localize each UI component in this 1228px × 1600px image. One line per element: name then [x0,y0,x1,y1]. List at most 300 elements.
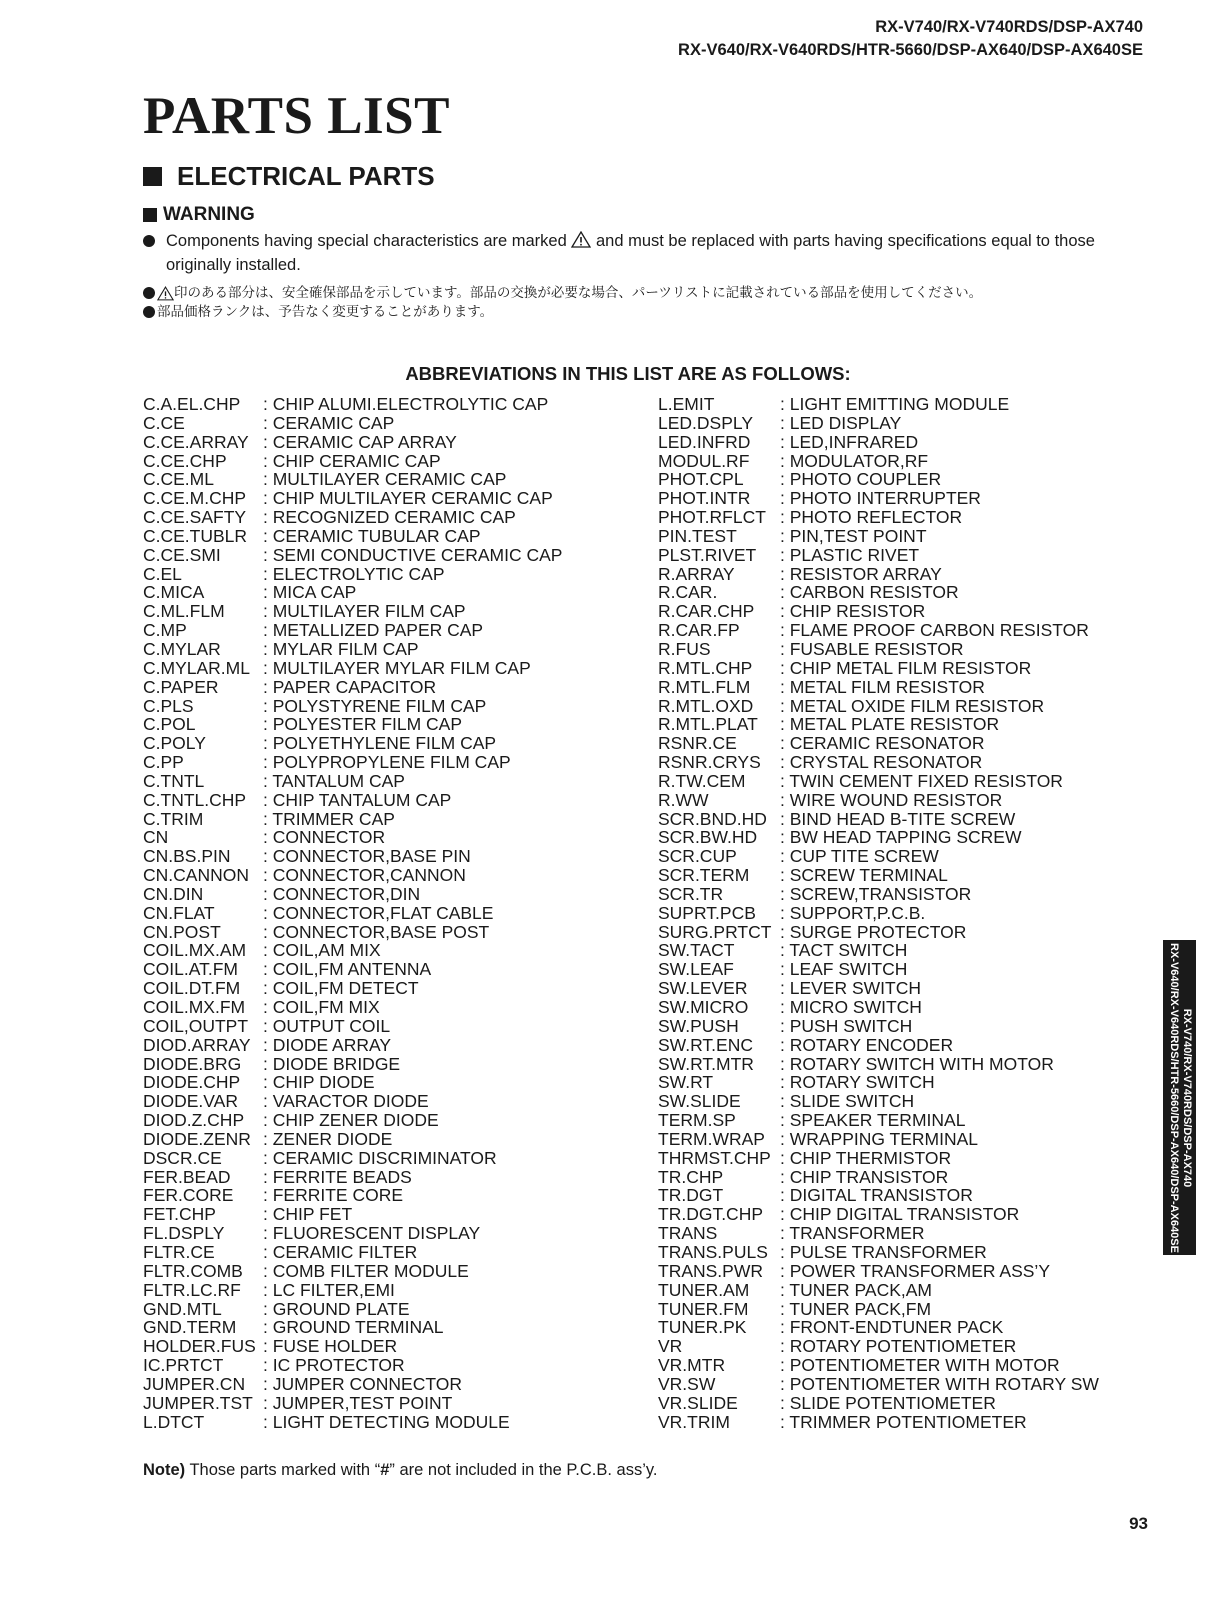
abbreviation-description: : CHIP MULTILAYER CERAMIC CAP [263,488,553,509]
abbreviation-code: FLTR.LC.RF [143,1279,241,1300]
side-tab-line2: RX-V640/RX-V640RDS/HTR-5660/DSP-AX640/DSP-AX640SE [1167,942,1180,1253]
abbreviation-description: : POLYPROPYLENE FILM CAP [263,752,511,773]
abbreviation-description: : POLYSTYRENE FILM CAP [263,695,487,716]
abbreviation-code: L.DTCT [143,1411,205,1432]
abbreviation-code: PIN.TEST [658,525,737,546]
abbreviation-row [143,565,562,584]
note-label: Note) [143,1461,186,1479]
abbreviation-code: R.MTL.FLM [658,676,751,697]
abbreviation-row [658,583,1099,602]
abbreviation-code: VR.MTR [658,1355,726,1376]
abbreviation-description: : ELECTROLYTIC CAP [263,563,445,584]
abbreviation-code: DIODE.ZENR [143,1128,251,1149]
abbreviation-description: : MYLAR FILM CAP [263,638,419,659]
note-text-after: ” are not included in the P.C.B. ass’y. [389,1461,658,1479]
abbreviation-row [658,452,1099,471]
abbreviation-description: : BW HEAD TAPPING SCREW [780,827,1022,848]
abbreviation-description: : PHOTO REFLECTOR [780,507,963,528]
abbreviation-code: COIL.AT.FM [143,959,238,980]
abbreviation-code: CN.POST [143,921,221,942]
abbreviation-code: LED.INFRD [658,431,751,452]
abbreviation-code: R.MTL.PLAT [658,714,758,735]
abbreviations-heading: ABBREVIATIONS IN THIS LIST ARE AS FOLLOWS: [405,363,851,384]
abbreviation-row [143,602,562,621]
abbreviation-description: : CERAMIC CAP [263,412,395,433]
abbreviation-row [143,1017,562,1036]
abbreviation-code: C.TRIM [143,808,204,829]
abbreviation-code: CN.CANNON [143,865,249,886]
abbreviation-code: C.CE.ARRAY [143,431,249,452]
abbreviation-code: THRMST.CHP [658,1147,771,1168]
abbreviation-description: : LIGHT DETECTING MODULE [263,1411,510,1432]
abbreviation-row [143,1318,562,1337]
abbreviation-row [658,1073,1099,1092]
abbreviation-description: : BIND HEAD B-TITE SCREW [780,808,1016,829]
abbreviation-code: COIL.DT.FM [143,978,241,999]
abbreviation-code: R.CAR.FP [658,620,740,641]
section-title: ELECTRICAL PARTS [177,161,435,191]
abbreviation-row [143,395,562,414]
abbreviation-description: : TRIMMER POTENTIOMETER [780,1411,1027,1432]
abbreviation-description: : FERRITE CORE [263,1185,404,1206]
abbreviation-code: C.CE.SMI [143,544,221,565]
abbreviation-row [143,904,562,923]
abbreviation-description: : RECOGNIZED CERAMIC CAP [263,507,516,528]
jp-warning-text2: 部品価格ランクは、予告なく変更することがあります。 [157,304,494,319]
abbreviation-code: CN.BS.PIN [143,846,231,867]
abbreviation-row [658,1224,1099,1243]
abbreviation-row [143,678,562,697]
abbreviation-row [658,414,1099,433]
abbreviation-code: TUNER.AM [658,1279,750,1300]
abbreviation-description: : CERAMIC TUBULAR CAP [263,525,481,546]
abbreviation-code: TR.DGT.CHP [658,1204,763,1225]
abbreviation-code: C.PP [143,752,184,773]
abbreviation-code: DIODE.BRG [143,1053,242,1074]
abbreviation-row [658,810,1099,829]
abbreviation-code: MODUL.RF [658,450,750,471]
abbreviation-code: SW.RT [658,1072,714,1093]
abbreviation-code: COIL,OUTPT [143,1015,249,1036]
abbreviation-code: PHOT.CPL [658,469,744,490]
abbreviation-row [143,960,562,979]
abbreviation-description: : CERAMIC RESONATOR [780,733,985,754]
abbreviation-description: : FERRITE BEADS [263,1166,412,1187]
abbreviations-right-column [658,395,1099,1431]
abbreviation-row [658,489,1099,508]
abbreviation-code: VR.TRIM [658,1411,730,1432]
abbreviation-description: : CERAMIC DISCRIMINATOR [263,1147,497,1168]
abbreviation-row [143,621,562,640]
abbreviation-row [658,1168,1099,1187]
abbreviation-description: : POTENTIOMETER WITH MOTOR [780,1355,1060,1376]
abbreviation-code: C.TNTL [143,770,205,791]
abbreviation-code: C.MYLAR.ML [143,657,250,678]
abbreviation-row [143,470,562,489]
abbreviation-row [143,1055,562,1074]
bullet-icon [143,287,155,299]
abbreviation-row [658,1055,1099,1074]
abbreviation-description: : JUMPER,TEST POINT [263,1392,453,1413]
abbreviation-row [143,1337,562,1356]
abbreviation-code: TR.DGT [658,1185,724,1206]
abbreviation-description: : COMB FILTER MODULE [263,1260,469,1281]
warning-heading [143,204,255,226]
abbreviation-description: : LED,INFRARED [780,431,919,452]
abbreviation-description: : CHIP THERMISTOR [780,1147,952,1168]
abbreviation-row [143,1375,562,1394]
abbreviation-row [143,640,562,659]
abbreviation-code: RSNR.CE [658,733,737,754]
abbreviation-description: : MULTILAYER MYLAR FILM CAP [263,657,531,678]
abbreviation-code: RSNR.CRYS [658,752,761,773]
abbreviation-code: R.FUS [658,638,711,659]
abbreviation-row [143,414,562,433]
abbreviation-description: : CERAMIC CAP ARRAY [263,431,457,452]
abbreviation-code: TRANS.PWR [658,1260,763,1281]
abbreviation-description: : FLUORESCENT DISPLAY [263,1223,481,1244]
abbreviation-description: : PLASTIC RIVET [780,544,920,565]
abbreviation-description: : SLIDE POTENTIOMETER [780,1392,996,1413]
abbreviation-row [658,772,1099,791]
abbreviation-row [658,960,1099,979]
abbreviation-description: : POTENTIOMETER WITH ROTARY SW [780,1373,1099,1394]
abbreviation-code: SCR.CUP [658,846,737,867]
abbreviation-code: SCR.BND.HD [658,808,767,829]
abbreviation-row [658,1300,1099,1319]
side-tab [1163,940,1196,1255]
abbreviation-description: : SPEAKER TERMINAL [780,1110,966,1131]
abbreviation-description: : DIODE BRIDGE [263,1053,401,1074]
abbreviation-code: SW.RT.ENC [658,1034,753,1055]
abbreviation-row [658,602,1099,621]
abbreviation-code: C.CE.SAFTY [143,507,247,528]
abbreviation-row [143,1413,562,1432]
abbreviation-description: : TUNER PACK,AM [780,1279,933,1300]
abbreviation-description: : POLYETHYLENE FILM CAP [263,733,497,754]
abbreviation-row [143,866,562,885]
abbreviation-description: : COIL,FM ANTENNA [263,959,432,980]
abbreviation-code: SW.MICRO [658,997,749,1017]
abbreviation-row [658,998,1099,1017]
abbreviation-row [143,828,562,847]
note-text-before: Those parts marked with “ [185,1461,381,1479]
abbreviation-code: TERM.WRAP [658,1128,765,1149]
abbreviation-code: C.CE.ML [143,469,214,490]
abbreviation-row [658,791,1099,810]
abbreviation-code: R.CAR.CHP [658,601,755,622]
abbreviation-code: CN.FLAT [143,902,215,923]
abbreviation-code: C.PLS [143,695,194,716]
abbreviation-description: : MODULATOR,RF [780,450,929,471]
abbreviation-row [143,1111,562,1130]
abbreviation-description: : METALLIZED PAPER CAP [263,620,484,641]
abbreviation-row [143,527,562,546]
abbreviation-description: : CUP TITE SCREW [780,846,939,867]
abbreviation-description: : SEMI CONDUCTIVE CERAMIC CAP [263,544,563,565]
abbreviation-code: FET.CHP [143,1204,216,1225]
abbreviation-code: SW.TACT [658,940,735,961]
warning-text [143,229,1143,277]
abbreviation-description: : PIN,TEST POINT [780,525,927,546]
bullet-icon [143,235,155,247]
abbreviation-description: : CHIP RESISTOR [780,601,926,622]
abbreviation-row [143,489,562,508]
jp-warning-line1 [143,284,982,302]
abbreviation-code: COIL.MX.FM [143,997,246,1017]
abbreviation-code: CN [143,827,169,848]
abbreviation-row [143,1036,562,1055]
abbreviation-row [658,1036,1099,1055]
abbreviation-description: : COIL,AM MIX [263,940,381,961]
abbreviation-description: : RESISTOR ARRAY [780,563,942,584]
abbreviation-row [143,1168,562,1187]
abbreviation-row [658,1111,1099,1130]
abbreviation-row [143,508,562,527]
abbreviation-description: : IC PROTECTOR [263,1355,405,1376]
abbreviation-description: : LC FILTER,EMI [263,1279,395,1300]
abbreviation-row [658,1375,1099,1394]
abbreviation-row [143,1394,562,1413]
abbreviation-code: DIOD.ARRAY [143,1034,251,1055]
abbreviation-code: SW.PUSH [658,1015,739,1036]
abbreviation-row [143,452,562,471]
abbreviation-description: : COIL,FM MIX [263,997,380,1017]
abbreviation-code: TERM.SP [658,1110,736,1131]
abbreviation-description: : CHIP FET [263,1204,353,1225]
abbreviation-description: : CONNECTOR,BASE POST [263,921,490,942]
abbreviation-row [658,1337,1099,1356]
abbreviation-row [143,1092,562,1111]
abbreviation-row [658,715,1099,734]
abbreviation-description: : DIGITAL TRANSISTOR [780,1185,973,1206]
abbreviation-description: : CONNECTOR,FLAT CABLE [263,902,494,923]
abbreviation-code: DSCR.CE [143,1147,222,1168]
abbreviation-description: : SLIDE SWITCH [780,1091,915,1112]
warning-title: WARNING [163,204,255,225]
abbreviation-row [658,1130,1099,1149]
abbreviation-code: GND.MTL [143,1298,222,1319]
abbreviation-description: : TACT SWITCH [780,940,908,961]
abbreviation-description: : DIODE ARRAY [263,1034,392,1055]
abbreviation-description: : TUNER PACK,FM [780,1298,932,1319]
abbreviation-row [658,640,1099,659]
abbreviation-description: : COIL,FM DETECT [263,978,419,999]
abbreviation-description: : MULTILAYER CERAMIC CAP [263,469,507,490]
abbreviation-description: : ROTARY SWITCH [780,1072,935,1093]
abbreviation-code: R.MTL.CHP [658,657,753,678]
abbreviation-row [143,659,562,678]
abbreviation-row [143,1281,562,1300]
abbreviation-code: C.MICA [143,582,205,603]
abbreviation-row [658,508,1099,527]
abbreviation-description: : CRYSTAL RESONATOR [780,752,983,773]
abbreviation-code: VR [658,1336,683,1357]
side-tab-line1: RX-V740/RX-V740RDS/DSP-AX740 [1180,1008,1193,1187]
abbreviation-row [143,433,562,452]
abbreviation-code: TUNER.PK [658,1317,747,1338]
page-number: 93 [1129,1514,1148,1533]
jp-warning-text1: 印のある部分は、安全確保部品を示しています。部品の交換が必要な場合、パーツリストに記載されている部品を使用してください。 [174,285,983,300]
abbreviation-description: : ROTARY ENCODER [780,1034,954,1055]
abbreviation-row [143,810,562,829]
abbreviation-description: : METAL FILM RESISTOR [780,676,985,697]
abbreviation-description: : ZENER DIODE [263,1128,393,1149]
abbreviation-description: : CONNECTOR,CANNON [263,865,466,886]
abbreviation-description: : ROTARY SWITCH WITH MOTOR [780,1053,1054,1074]
abbreviation-code: C.CE.TUBLR [143,525,248,546]
abbreviation-description: : VARACTOR DIODE [263,1091,429,1112]
abbreviation-code: DIODE.CHP [143,1072,241,1093]
abbreviation-row [658,904,1099,923]
abbreviation-code: R.MTL.OXD [658,695,754,716]
abbreviation-description: : GROUND PLATE [263,1298,410,1319]
abbreviation-description: : CHIP METAL FILM RESISTOR [780,657,1032,678]
abbreviation-code: C.A.EL.CHP [143,394,241,414]
abbreviation-row [143,1262,562,1281]
abbreviation-row [658,470,1099,489]
abbreviation-row [143,546,562,565]
abbreviation-code: COIL.MX.AM [143,940,247,961]
abbreviation-description: : MICA CAP [263,582,357,603]
abbreviation-code: R.TW.CEM [658,770,746,791]
abbreviation-description: : TANTALUM CAP [263,770,405,791]
abbreviation-row [658,753,1099,772]
abbreviation-row [658,866,1099,885]
abbreviation-description: : CHIP CERAMIC CAP [263,450,441,471]
abbreviation-row [658,885,1099,904]
abbreviation-row [658,546,1099,565]
abbreviation-row [143,847,562,866]
abbreviation-description: : METAL OXIDE FILM RESISTOR [780,695,1045,716]
abbreviation-row [658,1262,1099,1281]
abbreviation-description: : OUTPUT COIL [263,1015,391,1036]
abbreviation-code: C.POL [143,714,196,735]
abbreviation-row [658,1413,1099,1432]
abbreviation-description: : CERAMIC FILTER [263,1241,418,1262]
abbreviation-description: : PUSH SWITCH [780,1015,913,1036]
abbreviation-row [658,395,1099,414]
abbreviation-row [658,847,1099,866]
abbreviation-description: : SCREW TERMINAL [780,865,948,886]
abbreviation-description: : CHIP DIODE [263,1072,375,1093]
abbreviation-description: : MICRO SWITCH [780,997,922,1017]
abbreviation-description: : LIGHT EMITTING MODULE [780,394,1010,414]
note-mark: # [380,1461,390,1479]
abbreviation-description: : LED DISPLAY [780,412,902,433]
abbreviation-row [658,979,1099,998]
abbreviation-code: C.CE [143,412,185,433]
abbreviation-description: : FRONT-ENDTUNER PACK [780,1317,1004,1338]
abbreviation-code: TRANS.PULS [658,1241,768,1262]
abbreviation-description: : PHOTO COUPLER [780,469,942,490]
abbreviation-code: FLTR.CE [143,1241,215,1262]
abbreviation-row [143,1149,562,1168]
abbreviation-row [658,697,1099,716]
abbreviation-row [658,828,1099,847]
abbreviation-code: DIOD.Z.CHP [143,1110,245,1131]
abbreviation-row [658,1394,1099,1413]
warning-text-part2: and must be replaced with parts having specifications equal to those originally installed. [166,232,1095,274]
abbreviation-description: : POWER TRANSFORMER ASS’Y [780,1260,1050,1281]
square-bullet-icon [143,208,157,222]
abbreviation-code: SW.SLIDE [658,1091,741,1112]
jp-warning-line2 [143,303,493,321]
abbreviation-row [658,659,1099,678]
abbreviation-code: SCR.BW.HD [658,827,758,848]
abbreviation-code: PHOT.RFLCT [658,507,766,528]
warning-text-part1: Components having special characteristics are marked [166,232,567,250]
abbreviation-description: : POLYESTER FILM CAP [263,714,463,735]
abbreviation-row [658,678,1099,697]
abbreviation-row [143,791,562,810]
abbreviation-code: TR.CHP [658,1166,724,1187]
abbreviation-row [143,1073,562,1092]
abbreviation-code: C.CE.CHP [143,450,227,471]
abbreviation-code: C.MYLAR [143,638,221,659]
abbreviation-code: L.EMIT [658,394,715,414]
abbreviation-code: TUNER.FM [658,1298,749,1319]
abbreviation-row [658,1092,1099,1111]
abbreviation-row [658,1186,1099,1205]
abbreviation-description: : FLAME PROOF CARBON RESISTOR [780,620,1089,641]
abbreviation-row [143,1130,562,1149]
abbreviation-row [658,1318,1099,1337]
abbreviation-description: : TRANSFORMER [780,1223,925,1244]
page-title: PARTS LIST [143,87,451,145]
abbreviation-description: : FUSE HOLDER [263,1336,398,1357]
model-header [678,16,1143,62]
abbreviation-description: : CARBON RESISTOR [780,582,959,603]
abbreviation-row [658,1017,1099,1036]
abbreviation-row [143,697,562,716]
abbreviation-description: : WIRE WOUND RESISTOR [780,789,1003,810]
abbreviation-code: CN.DIN [143,883,204,904]
abbreviation-row [143,998,562,1017]
abbreviation-description: : SUPPORT,P.C.B. [780,902,926,923]
abbreviation-description: : CHIP ALUMI.ELECTROLYTIC CAP [263,394,549,414]
abbreviation-row [143,772,562,791]
abbreviation-description: : PAPER CAPACITOR [263,676,437,697]
abbreviation-row [658,923,1099,942]
abbreviation-code: PHOT.INTR [658,488,751,509]
abbreviation-code: R.ARRAY [658,563,735,584]
section-heading [143,161,435,192]
abbreviation-code: FER.CORE [143,1185,234,1206]
abbreviation-code: SCR.TR [658,883,724,904]
abbreviation-description: : TWIN CEMENT FIXED RESISTOR [780,770,1063,791]
abbreviation-code: VR.SW [658,1373,716,1394]
abbreviation-code: R.WW [658,789,709,810]
abbreviation-description: : CHIP ZENER DIODE [263,1110,439,1131]
abbreviation-code: FER.BEAD [143,1166,231,1187]
abbreviation-row [658,1281,1099,1300]
abbreviation-row [658,941,1099,960]
abbreviation-row [143,1205,562,1224]
abbreviation-description: : PHOTO INTERRUPTER [780,488,981,509]
abbreviation-row [143,923,562,942]
abbreviation-code: DIODE.VAR [143,1091,238,1112]
abbreviation-description: : LEAF SWITCH [780,959,908,980]
abbreviation-description: : CONNECTOR [263,827,386,848]
abbreviation-code: C.EL [143,563,182,584]
abbreviation-code: FLTR.COMB [143,1260,243,1281]
abbreviation-code: VR.SLIDE [658,1392,738,1413]
abbreviations-left-column [143,395,562,1431]
abbreviation-row [658,565,1099,584]
abbreviation-code: JUMPER.CN [143,1373,246,1394]
abbreviation-code: SW.LEVER [658,978,748,999]
